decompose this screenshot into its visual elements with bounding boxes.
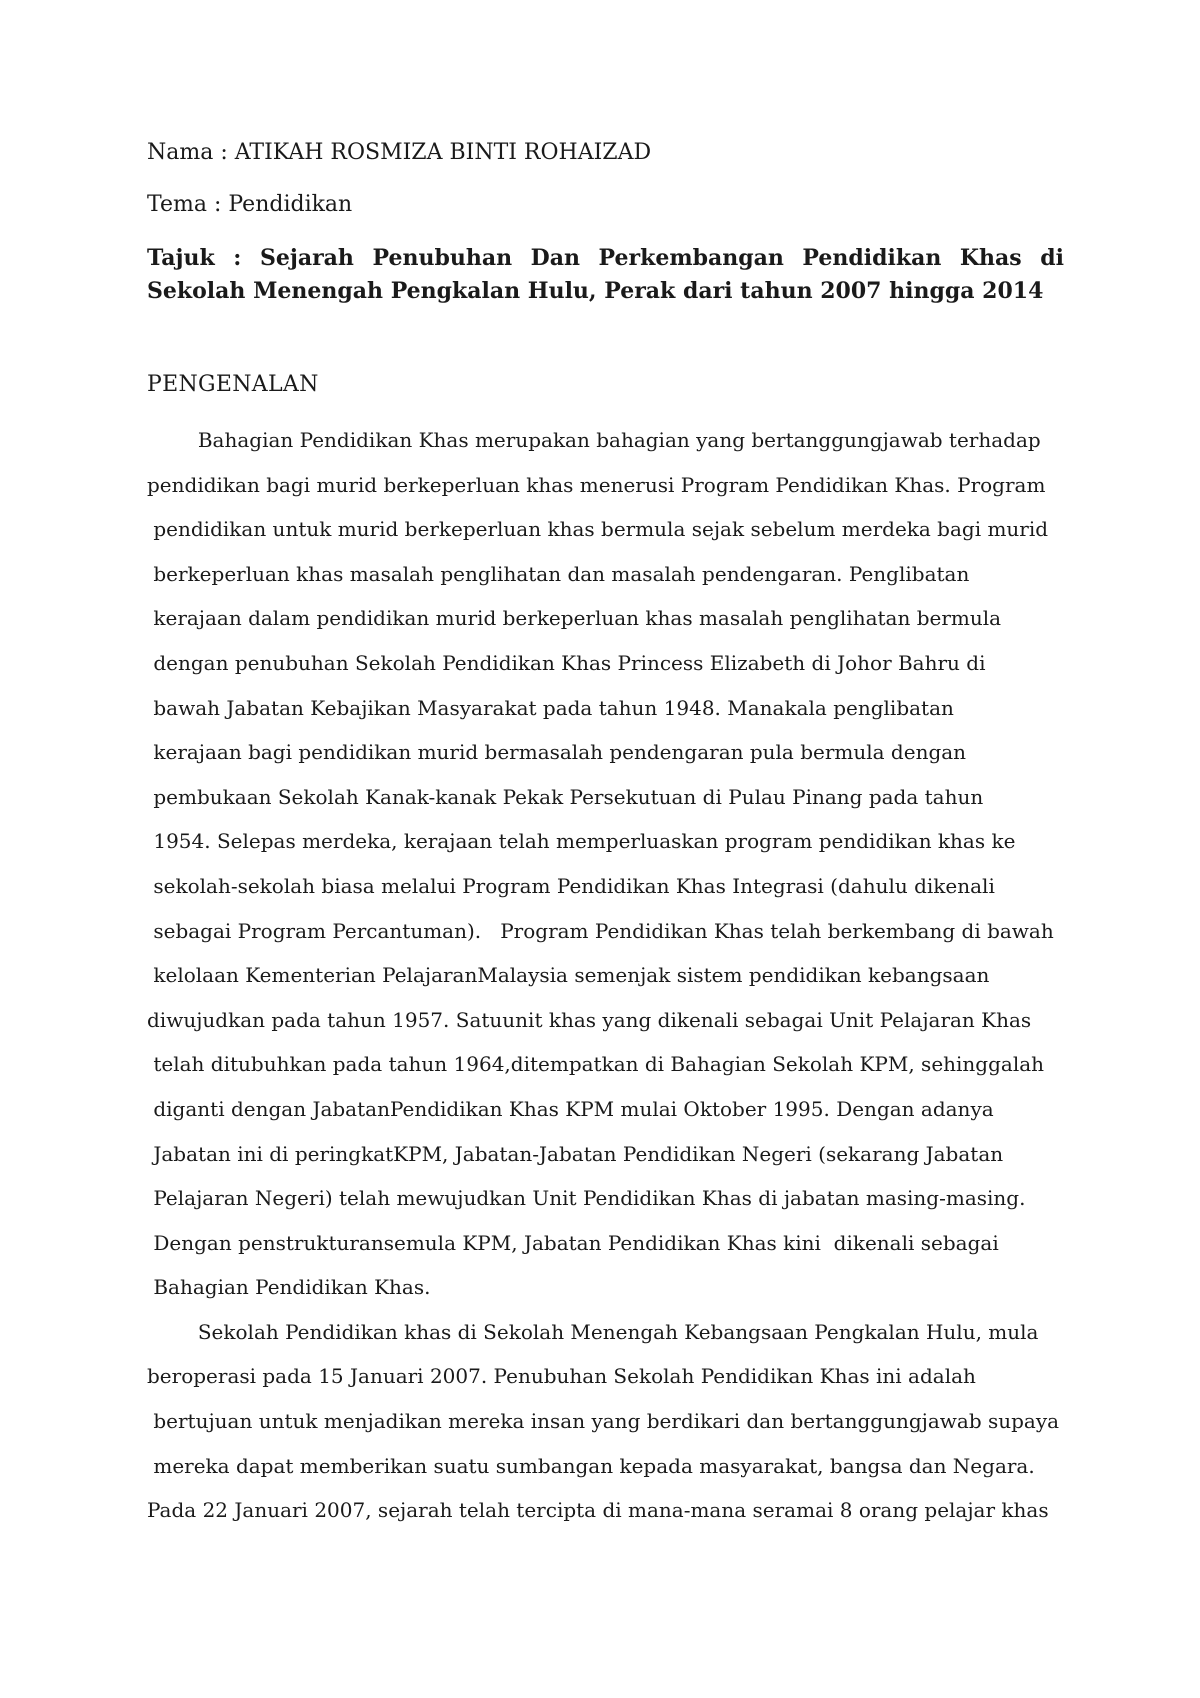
text-line: Jabatan ini di peringkatKPM, Jabatan-Jabatan Pendidikan Negeri (sekarang Jabatan bbox=[147, 1141, 1004, 1166]
text-line: pembukaan Sekolah Kanak-kanak Pekak Persekutuan di Pulau Pinang pada tahun bbox=[147, 784, 984, 809]
text-line: berkeperluan khas masalah penglihatan dan masalah pendengaran. Penglibatan bbox=[147, 561, 970, 586]
text-line: Bahagian Pendidikan Khas. bbox=[147, 1275, 431, 1300]
text-line: diganti dengan JabatanPendidikan Khas KPM mulai Oktober 1995. Dengan adanya bbox=[147, 1096, 994, 1121]
text-line: Pelajaran Negeri) telah mewujudkan Unit Pendidikan Khas di jabatan masing-masing. bbox=[147, 1186, 1026, 1211]
student-name: Nama : ATIKAH ROSMIZA BINTI ROHAIZAD bbox=[147, 140, 652, 165]
text-line: Dengan penstrukturansemula KPM, Jabatan Pendidikan Khas kini dikenali sebagai bbox=[147, 1230, 999, 1255]
text-line: telah ditubuhkan pada tahun 1964,ditempatkan di Bahagian Sekolah KPM, sehinggalah bbox=[147, 1052, 1045, 1077]
text-line: sekolah-sekolah biasa melalui Program Pendidikan Khas Integrasi (dahulu dikenali bbox=[147, 873, 995, 898]
text-line: diwujudkan pada tahun 1957. Satuunit khas yang dikenali sebagai Unit Pelajaran Khas bbox=[147, 1007, 1032, 1032]
section-heading: PENGENALAN bbox=[147, 372, 319, 397]
title-line: Tajuk : Sejarah Penubuhan Dan Perkembangan Pendidikan Khas di Sekolah Menengah Pengkalan Hulu, Perak dari tahun 2007 hingga 2014 bbox=[147, 245, 1064, 304]
text-line: sebagai Program Percantuman). Program Pendidikan Khas telah berkembang di bawah bbox=[147, 918, 1054, 943]
theme-line: Tema : Pendidikan bbox=[147, 192, 353, 217]
text-line: Bahagian Pendidikan Khas merupakan bahagian yang bertanggungjawab terhadap bbox=[147, 428, 1041, 452]
paragraph-school-history bbox=[147, 1310, 1064, 1533]
paragraph-introduction bbox=[147, 418, 1064, 1310]
text-line: Pada 22 Januari 2007, sejarah telah tercipta di mana-mana seramai 8 orang pelajar khas bbox=[147, 1498, 1049, 1523]
text-line: dengan penubuhan Sekolah Pendidikan Khas Princess Elizabeth di Johor Bahru di bbox=[147, 650, 986, 675]
text-line: kerajaan dalam pendidikan murid berkeperluan khas masalah penglihatan bermula bbox=[147, 606, 1002, 631]
text-line: pendidikan bagi murid berkeperluan khas menerusi Program Pendidikan Khas. Program bbox=[147, 472, 1046, 497]
text-line: bertujuan untuk menjadikan mereka insan yang berdikari dan bertanggungjawab supaya bbox=[147, 1409, 1060, 1434]
text-line: kerajaan bagi pendidikan murid bermasalah pendengaran pula bermula dengan bbox=[147, 740, 967, 765]
text-line: pendidikan untuk murid berkeperluan khas bermula sejak sebelum merdeka bagi murid bbox=[147, 517, 1049, 542]
text-line: 1954. Selepas merdeka, kerajaan telah memperluaskan program pendidikan khas ke bbox=[147, 829, 1016, 854]
text-line: bawah Jabatan Kebajikan Masyarakat pada tahun 1948. Manakala penglibatan bbox=[147, 695, 954, 720]
document-body bbox=[147, 138, 1064, 1533]
text-line: Sekolah Pendidikan khas di Sekolah Menengah Kebangsaan Pengkalan Hulu, mula bbox=[147, 1319, 1039, 1344]
text-line: kelolaan Kementerian PelajaranMalaysia semenjak sistem pendidikan kebangsaan bbox=[147, 963, 990, 988]
text-line: mereka dapat memberikan suatu sumbangan kepada masyarakat, bangsa dan Negara. bbox=[147, 1453, 1035, 1478]
text-line: beroperasi pada 15 Januari 2007. Penubuhan Sekolah Pendidikan Khas ini adalah bbox=[147, 1364, 976, 1389]
